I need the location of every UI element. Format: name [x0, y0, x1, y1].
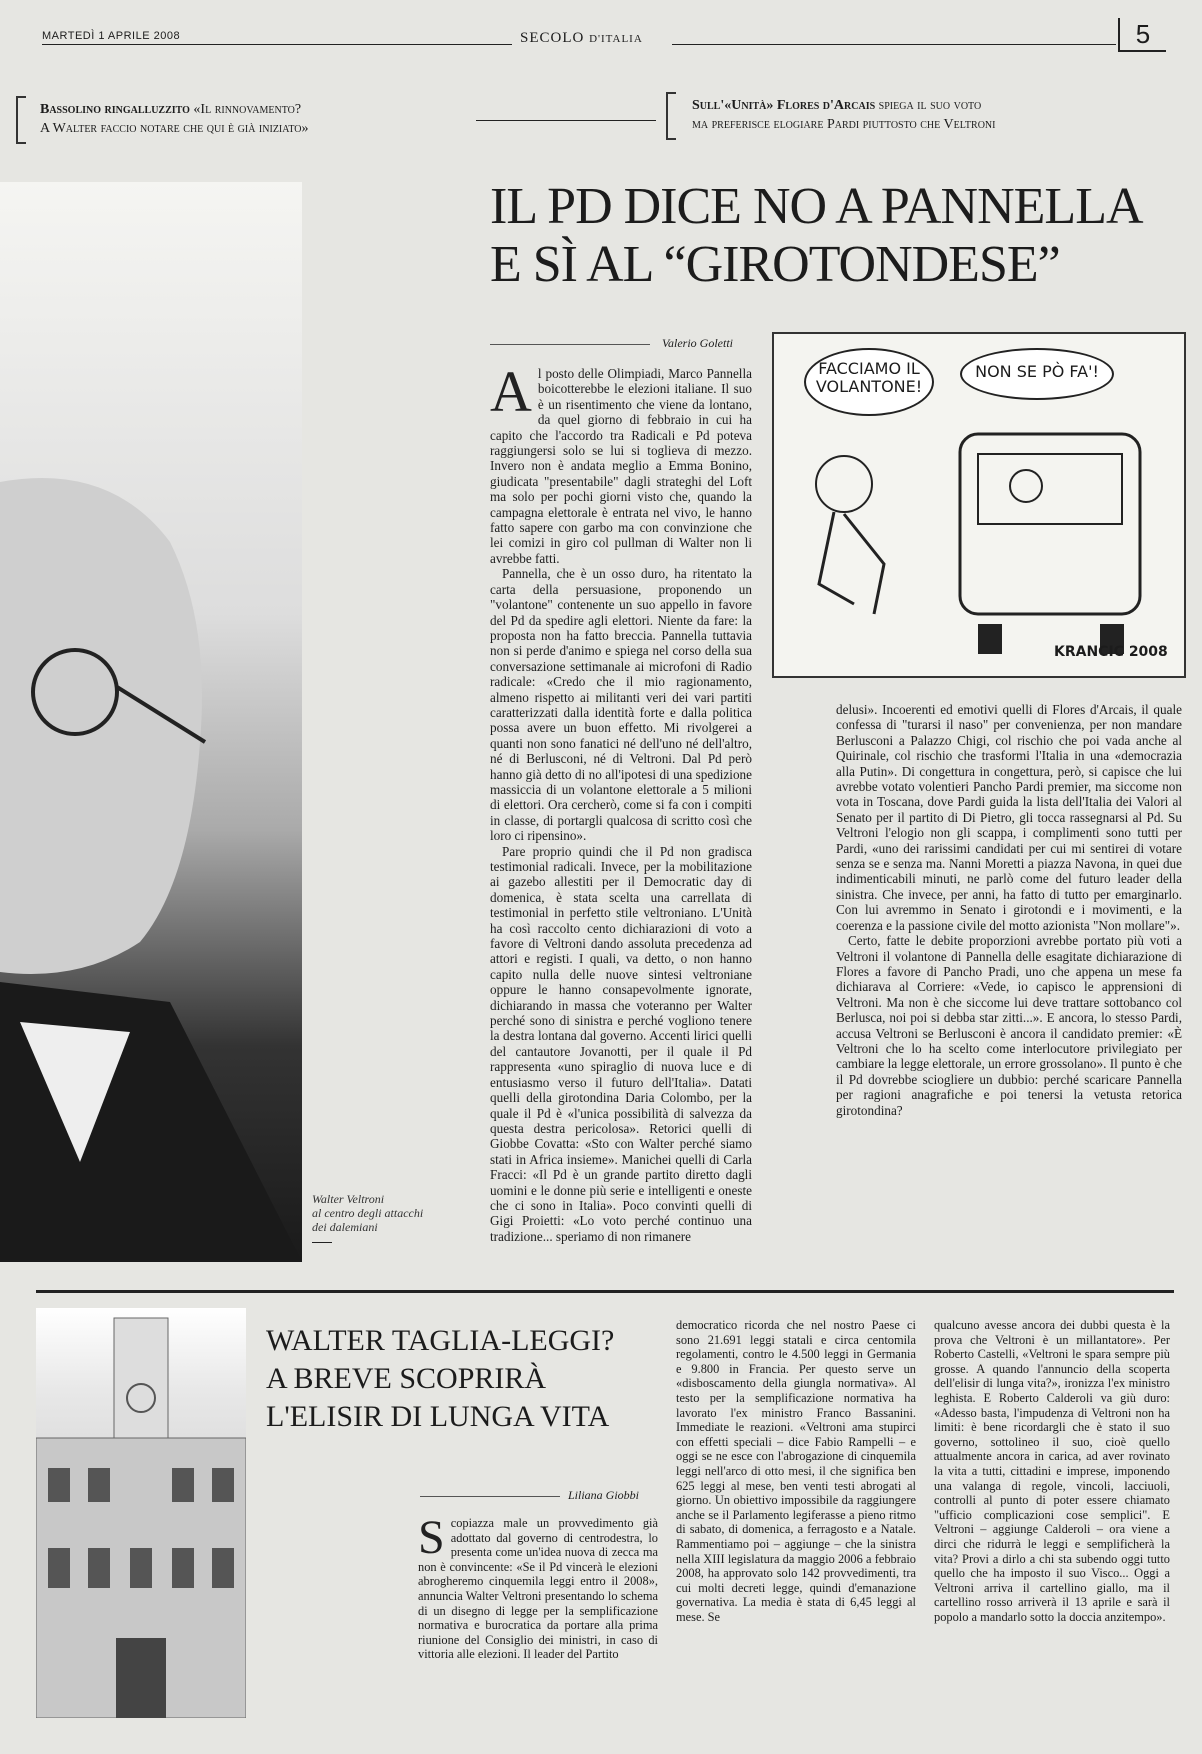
cartoon: [772, 332, 1186, 678]
main-paragraph-1-text: l posto delle Olimpiadi, Marco Pannella boicotterebbe le elezioni italiane. Il suo è un risentimento che viene da lontano, da quel giorno di febbraio in cui ha capito che l'accordo tra Radicali e Pd poteva raggiungersi solo se lui si toglieva di mezzo. Invero non è andata meglio a Emma Bonino, giudicata "presentabile" dagli strateghi del Loft ma solo per pochi giorni visto che, quando la campagna elettorale è entrata nel vivo, le hanno fatto sapere con garbo ma con convinzione che lei comizi in giro col pullman di Walter non li avrebbe fatti.: [490, 366, 752, 566]
cartoon-bubble-left: FACCIAMO IL VOLANTONE!: [804, 348, 934, 416]
kicker-divider: [476, 120, 656, 121]
main-paragraph-3: Pare proprio quindi che il Pd non gradisca testimonial radicali. Invece, per la mobilitazione ai gazebo allestiti per il Democratic day di domenica, è stata scelta una carrellata di testimonial in perfetto stile veltroniano. L'Unità ha così raccolto cento dichiarazioni di voto a favore di Veltroni dando assoluta precedenza ad attori e registi. I quali, va detto, o non hanno capito nulla delle nuove sintesi veltroniane oppure le hanno consapevolmente ignorate, dichiarando in massa che voteranno per Walter perché sono di sinistra e perché vogliono tenere la destra lontana dal governo. Accenti lirici quelli del cantautore Jovanotti, per il quale il Pd rappresenta «uno spiraglio di nuova luce e di entusiasmo verso il futuro dell'Italia». Datati quelli della girotondina Daria Colombo, per la quale il Pd è «l'unica possibilità di salvezza da questa destra pericolosa». Retorici quelli di Giobbe Covatta: «Sto con Walter perché siamo stati in Africa insieme». Manichei quelli di Carla Fracci: «Il Pd è un grande partito diretto dagli uomini e le donne più serie e intelligenti e oneste che ci sono in Italia». Poco convinti quelli di Gigi Proietti: «Lo voto perché continuo una tradizione... speriamo di non rimanere: [490, 843, 752, 1244]
cartoon-signature: KRANCIC 2008: [1054, 644, 1168, 660]
second-headline-line3: L'ELISIR DI LUNGA VITA: [266, 1400, 610, 1433]
caption-rule: [312, 1242, 332, 1243]
main-column-2: [836, 702, 1182, 1118]
second-byline-rule: [420, 1496, 560, 1497]
header-brand: [520, 30, 643, 47]
building-photo: [36, 1308, 246, 1718]
kicker-right-bold: Sull'«Unità» Flores d'Arcais: [692, 98, 876, 113]
second-column-3: [934, 1318, 1170, 1624]
caption-line2: al centro degli attacchi: [312, 1206, 424, 1220]
second-headline: [266, 1322, 686, 1436]
main-paragraph-2: Pannella, che è un osso duro, ha ritentato la carta della persuasione, proponendo un "volantone" contenente un suo appello in favore del Pd da spedire agli elettori. Niente da fare: la proposta non ha fatto breccia. Pannella tuttavia non si perde d'animo e spiega nel corso della sua conversazione settimanale ai microfoni di Radio radicale: «Credo che il mio ragionamento, almeno rispetto ai militanti veri dei vari partiti caratterizzati dalla identità forte e dalla politica possa avere un buon effetto. Mi rivolgerei a quanti non sono fanatici né dell'uno né dell'altro, né di Berlusconi, né di Veltroni. Dal Pd però hanno già detto di no all'ipotesi di una spedizione massiccia di un volantone elettorale a 5 milioni di elettori. Ora cercherò, come si fa con i compiti in classe, di portargli qualcosa di scritto così che loro ci ripensino».: [490, 566, 752, 844]
kicker-right-line2: ma preferisce elogiare Pardi piuttosto che Veltroni: [692, 117, 996, 132]
header-rule-right: [672, 44, 1116, 45]
main-paragraph-4: delusi». Incoerenti ed emotivi quelli di Flores d'Arcais, il quale confessa di "turarsi il naso" per convenienza, per non mandare Berlusconi a Palazzo Chigi, col rischio che poi vada anche al Quirinale, col rischio che trasformi l'Italia in una «democrazia alla Putin». Di congettura in congettura, però, si capisce che lui avrebbe votato volentieri Pancho Pardi premier, ma siccome non vota in Toscana, dove Pardi guida la lista dell'Italia dei Valori al Senato per il partito di Di Pietro, gli tocca rassegnarsi al Pd. Su Veltroni l'elogio non gli scappa, i complimenti sono tutti per Pardi, «uno dei rarissimi candidati per cui mi sentirei di votare senza se e senza ma. Nanni Moretti a piazza Navona, in quei due indimenticabili minuti, ne parlò come del futuro leader della sinistra. Che invece, per anni, ha fatto di tutto per emarginarlo. Con lui avremmo in Senato i girotondi e i movimenti, e la coerenza e la passione civile del motto azionista "Non mollare"».: [836, 702, 1182, 933]
cartoon-drawing: [774, 334, 1184, 676]
brand-name: SECOLO: [520, 30, 585, 46]
main-headline: [490, 178, 1190, 294]
kicker-bracket-left: [16, 96, 26, 144]
second-paragraph-2: democratico ricorda che nel nostro Paese ci sono 21.691 leggi statali e circa centomila regolamenti, contro le 4.500 leggi in Germania e 9.800 in Francia. Per questo serve un «disboscamento della giungla normativa». Al testo per la semplificazione normativa ha lavorato l'ex ministro Franco Bassanini. Immediate le reazioni. «Veltroni ama stupirci con effetti speciali – dice Fabio Rampelli – e oggi se ne esce con l'abrogazione di cinquemila leggi nell'arco di otto mesi, il che significa ben 625 leggi al mese, ben venti testi abrogati al giorno. Un obiettivo impossibile da raggiungere anche se il Parlamento legiferasse a pieno ritmo di sabato, di domenica, a ferragosto e a Natale. Rammentiamo poi – aggiunge – che la sinistra nella XIII legislatura da maggio 2006 a febbraio 2008, ha approvato solo 142 provvedimenti, tra cui molti decreti legge, quindi d'emanazione governativa. La media è stata di 6,45 leggi al mese. Se: [676, 1318, 916, 1624]
portrait-illustration: [0, 182, 302, 1262]
caption-line1: Walter Veltroni: [312, 1192, 385, 1206]
second-paragraph-3: qualcuno avesse ancora dei dubbi questa è la prova che Veltroni è un millantatore». Per Roberto Castelli, «Veltroni le spara sempre più grosse. A quando l'annuncio della scoperta dell'elisir di lunga vita?», ironizza l'ex ministro leghista. E Roberto Calderoli va giù duro: «Adesso basta, l'impudenza di Veltroni non ha limiti: è bene ricordargli che è stato il suo governo, sottolineo il suo, cioè quello attualmente ancora in carica, ad aver rovinato la vita a tutti, cittadini e imprese, imponendo una valanga di regole, vincoli, lacciuoli, controlli al punto di poter essere chiamato "ufficio complicazioni cose semplici". E Veltroni – aggiunge Calderoli – ora viene a dirci che ridurrà le leggi e semplificherà la vita? Provi a dirlo a chi sta subendo oggi tutto quello che ha imposto il suo Visco... Oggi a Veltroni arriva il cartellino giallo, ma il cartellino rosso arriverà il 13 aprile e sarà il popolo a mandarlo sotto la doccia anzitempo».: [934, 1318, 1170, 1624]
kicker-right: [692, 96, 1192, 134]
kicker-left-line2: A Walter faccio notare che qui è già iniziato»: [40, 121, 309, 136]
second-headline-line2: A BREVE SCOPRIRÀ: [266, 1362, 547, 1395]
second-dropcap: S: [418, 1511, 445, 1564]
second-column-2: [676, 1318, 916, 1624]
building-illustration: [36, 1308, 246, 1718]
header-rule-left: [42, 44, 512, 45]
headline-line1: IL PD DICE NO A PANNELLA: [490, 178, 1143, 235]
kicker-left-bold: Bassolino ringalluzzito: [40, 102, 190, 117]
second-paragraph-1: [418, 1511, 658, 1662]
section-divider: [36, 1290, 1174, 1293]
page-number: 5: [1118, 18, 1166, 52]
second-byline: Liliana Giobbi: [568, 1488, 640, 1502]
main-column-1: [490, 359, 752, 1244]
second-column-1: [418, 1511, 658, 1662]
cartoon-bubble-right: NON SE PÒ FA'!: [960, 348, 1114, 400]
caption-line3: dei dalemiani: [312, 1220, 378, 1234]
kicker-left: [40, 100, 460, 138]
portrait-photo: [0, 182, 302, 1262]
brand-small: D'ITALIA: [589, 33, 643, 45]
main-paragraph-5: Certo, fatte le debite proporzioni avrebbe portato più voti a Veltroni il volantone di Pannella delle esagitate dichiarazione di Flores a favore di Pancho Pradi, uno che appena un mese fa dichiarava al Corriere: «Vede, io capisco le apprensioni di Veltroni. Ma non è che siccome lui deve trattare sottobanco col Berlusca, noi poi si debba star zitti...». E ancora, lo stesso Pardi, accusa Veltroni se Berlusconi è ancora il candidato premier: «È Veltroni che lo ha scelto come interlocutore privilegiato per cambiare la legge elettorale, un errore grossolano». Il punto è che il Pd dovrebbe sciogliere un dubbio: perché scaricare Pannella per ragioni anagrafiche e poi tenersi la vetusta retorica girotondina?: [836, 933, 1182, 1118]
second-paragraph-1-text: copiazza male un provvedimento già adottato dal governo di centrodestra, lo presenta come un'idea nuova di zecca ma non è convincente: «Se il Pd vincerà le elezioni abrogheremo cinquemila leggi entro il 2008», annuncia Walter Veltroni presentando lo schema di un disegno di legge per la semplificazione normativa e burocratica da portare alla prima riunione del Consiglio dei ministri, in caso di vittoria alle elezioni. Il leader del Partito: [418, 1516, 658, 1662]
main-byline: Valerio Goletti: [662, 336, 733, 350]
header-date: MARTEDÌ 1 APRILE 2008: [42, 30, 181, 42]
second-headline-line1: WALTER TAGLIA-LEGGI?: [266, 1324, 615, 1357]
byline-rule: [490, 344, 650, 345]
photo-caption: [312, 1192, 462, 1234]
headline-line2: E SÌ AL “GIROTONDESE”: [490, 236, 1060, 293]
main-dropcap: A: [490, 359, 532, 424]
kicker-left-rest: «Il rinnovamento?: [189, 102, 302, 117]
main-paragraph-1: [490, 359, 752, 566]
kicker-bracket-right: [666, 92, 676, 140]
kicker-right-rest: spiega il suo voto: [875, 98, 982, 113]
